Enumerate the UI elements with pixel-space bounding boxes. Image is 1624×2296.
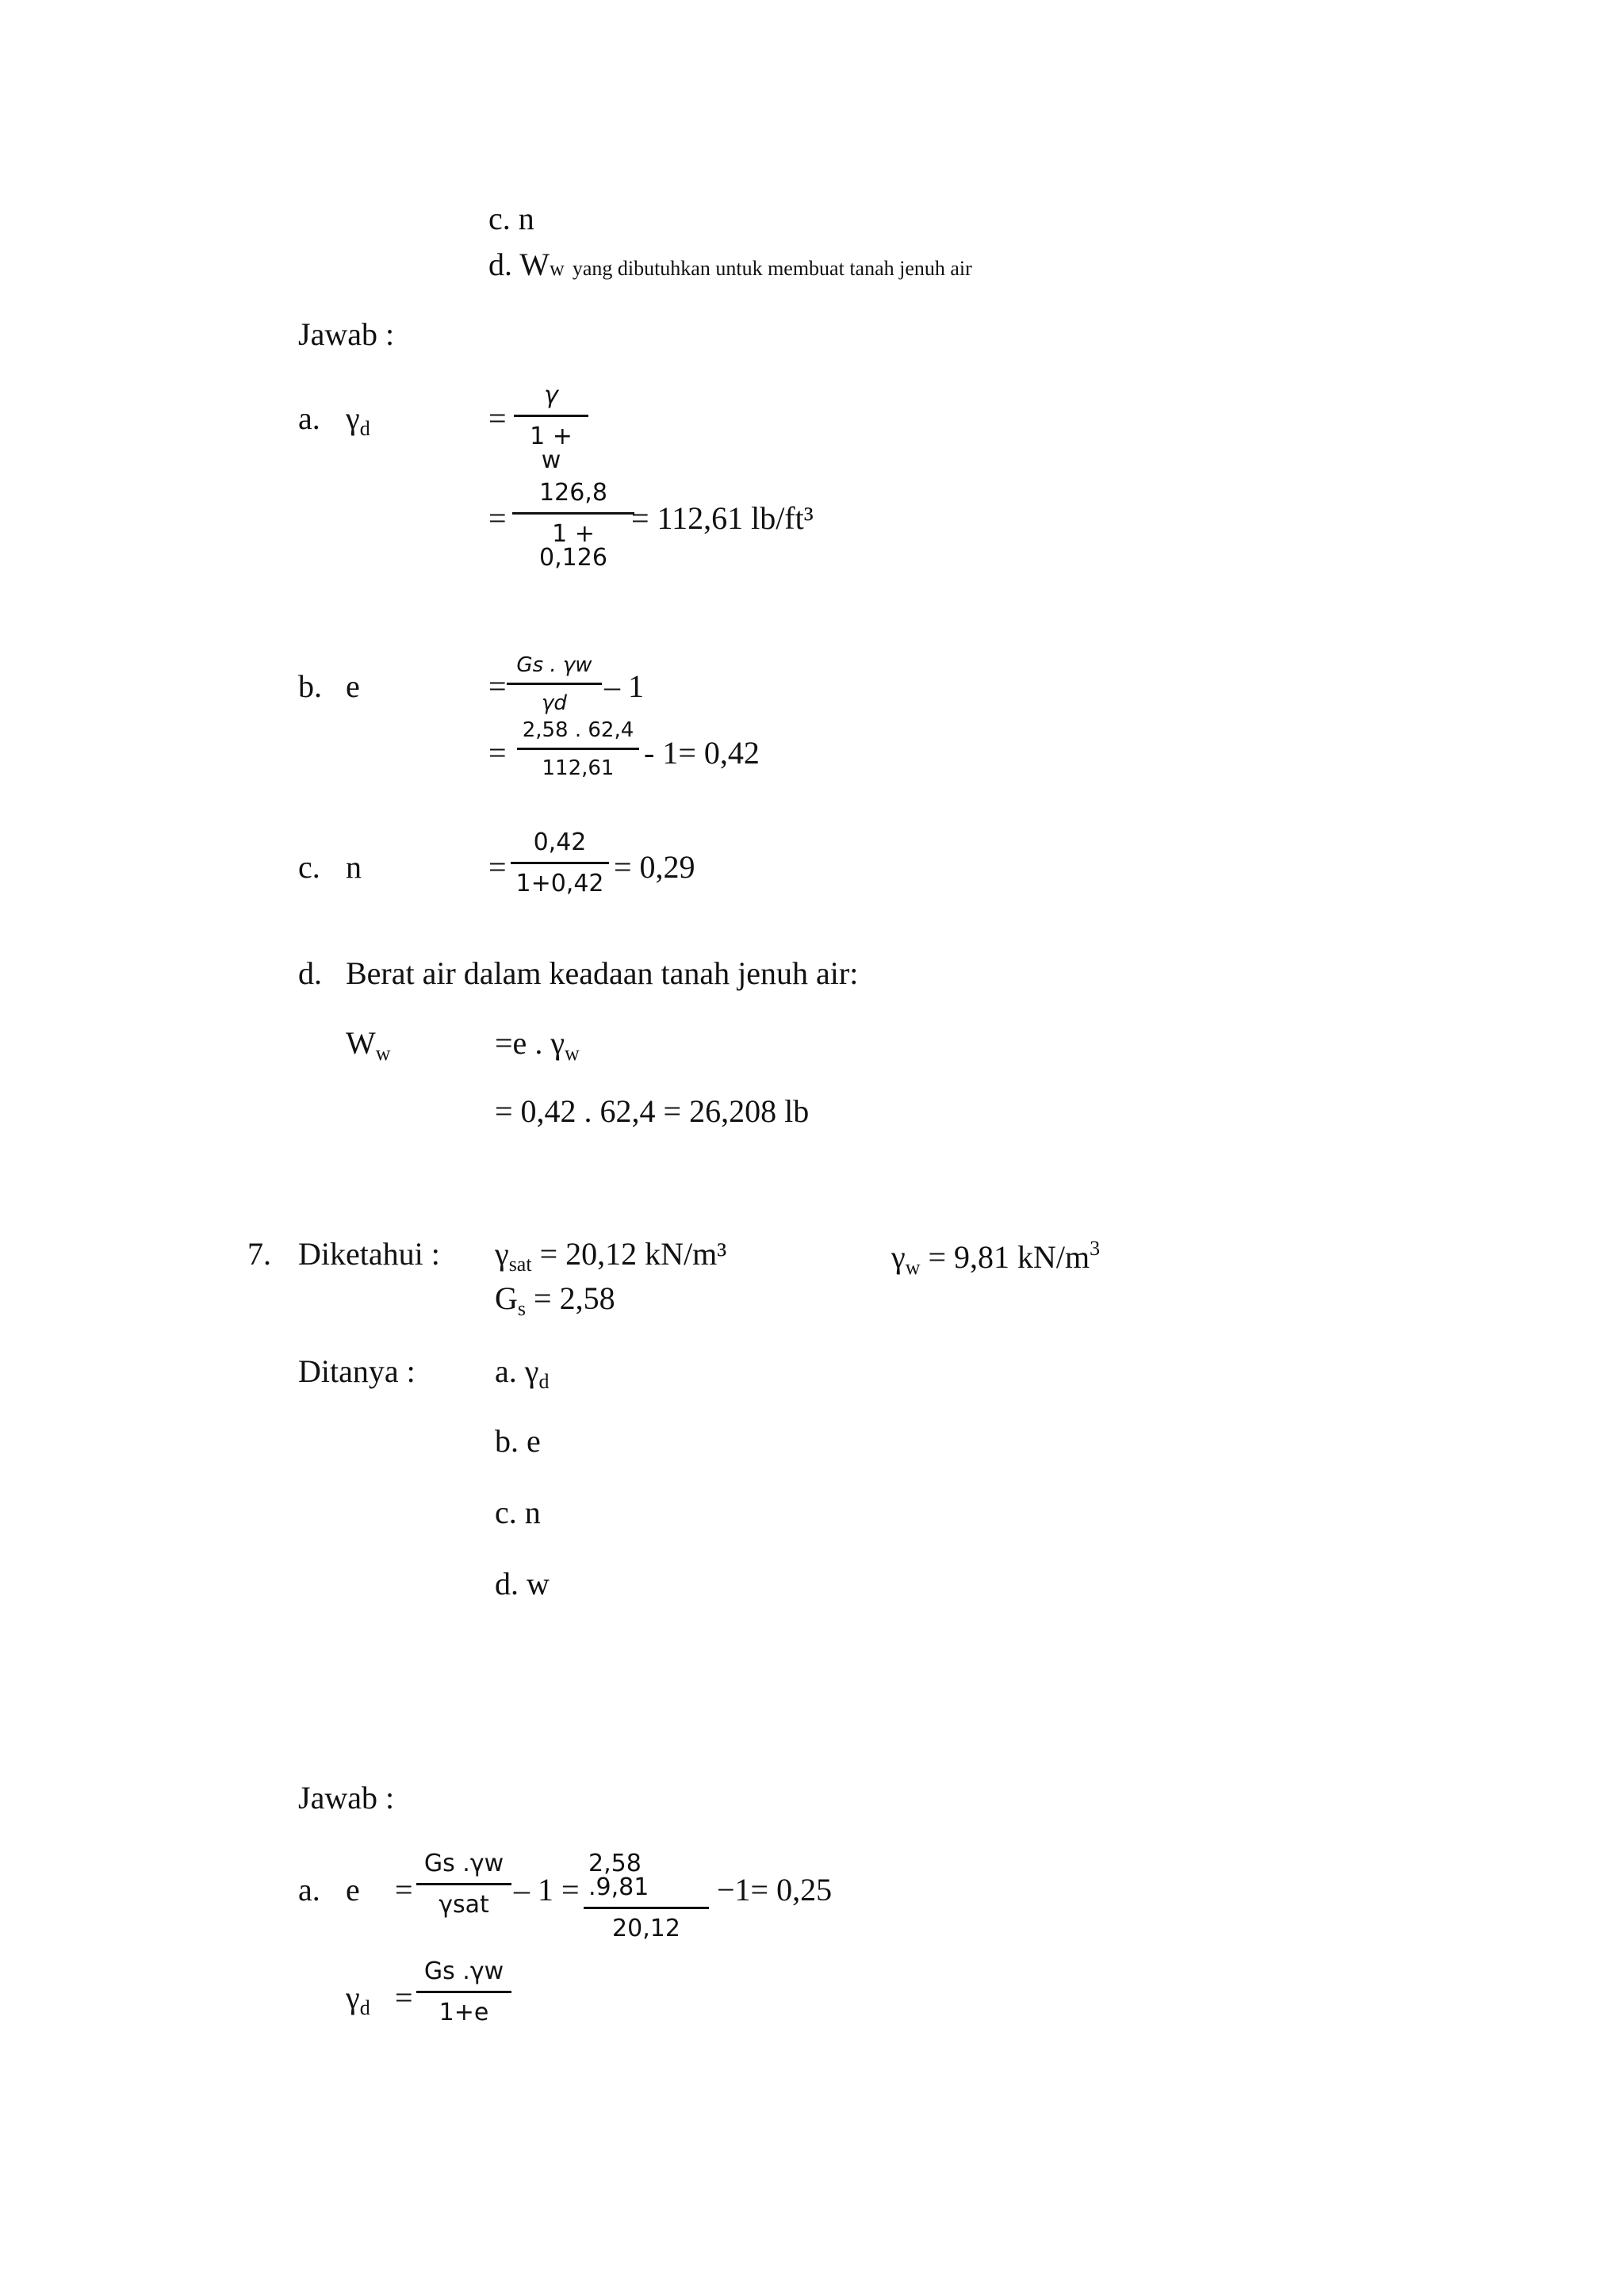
a1-fraction-1 (514, 381, 588, 474)
a1-symbol (346, 400, 370, 440)
c1-fraction (512, 828, 607, 897)
b1-symbol: e (346, 668, 360, 704)
p7-gamma-w-sym: γ (891, 1239, 906, 1275)
a1-symbol-sub: d (359, 417, 370, 440)
p7-asked-a-text: a. γ (495, 1353, 539, 1389)
p7-gs-sub: s (517, 1297, 527, 1320)
a2-fraction-1 (417, 1852, 511, 1917)
c1-f-den: 1+0,42 (511, 862, 609, 896)
d1-symbol-sub: w (375, 1042, 391, 1065)
p7-gs-val: = 2,58 (526, 1280, 615, 1316)
a2-f2-num: 2,58 .9,81 (588, 1850, 649, 1901)
p7-gamma-sat (495, 1238, 726, 1275)
p7-gamma-sat-sym: γ (495, 1236, 509, 1272)
p7-gamma-w-sup: 3 (1090, 1237, 1101, 1260)
c1-f-num: 0,42 (533, 828, 587, 856)
a1-f2-den: 1 + 0,126 (512, 512, 634, 570)
d1-label: d. (298, 955, 322, 991)
item-d-sub: w (550, 257, 565, 280)
b1-f1-den: γd (507, 683, 602, 714)
p7-asked-a-sub: d (538, 1370, 550, 1393)
b1-fraction-2 (519, 720, 638, 779)
p7-asked-label: Ditanya : (298, 1353, 416, 1389)
gd2-symbol-char: γ (346, 1980, 360, 2015)
a1-fraction-2 (514, 481, 633, 570)
a1-equals: = (488, 400, 507, 436)
b1-label: b. (298, 668, 322, 704)
p7-gs (495, 1280, 615, 1320)
a1-label: a. (298, 400, 320, 436)
item-c: c. n (488, 201, 534, 236)
p7-asked-c: c. n (495, 1494, 541, 1530)
gd2-f-den: 1+e (416, 1991, 511, 2025)
b1-tail: – 1 (604, 668, 644, 704)
item-d (488, 249, 972, 281)
gd2-fraction (417, 1957, 511, 2026)
b1-f2-num: 2,58 . 62,4 (522, 718, 634, 742)
a2-label: a. (298, 1872, 320, 1908)
p7-asked-d: d. w (495, 1566, 550, 1601)
d1-line1 (495, 1027, 580, 1064)
gd2-symbol (346, 1982, 370, 2019)
d1-line2: = 0,42 . 62,4 = 26,208 lb (495, 1093, 810, 1129)
a2-f1-num: Gs .γw (423, 1850, 504, 1877)
c1-result: = 0,29 (614, 849, 695, 885)
gd2-equals: = (395, 1980, 413, 2015)
a1-result: = 112,61 lb/ft³ (631, 500, 814, 536)
a2-equals: = (395, 1872, 413, 1908)
d1-text: Berat air dalam keadaan tanah jenuh air: (346, 955, 859, 991)
p7-known-label: Diketahui : (298, 1236, 440, 1272)
a2-f1-den: γsat (416, 1883, 511, 1917)
b1-f2-den: 112,61 (517, 748, 639, 779)
a2-mid: – 1 = (514, 1872, 580, 1908)
answer2-heading: Jawab : (298, 1780, 395, 1816)
p7-gamma-w-val: = 9,81 kN/m (920, 1239, 1090, 1275)
a2-fraction-2 (585, 1852, 707, 1941)
a2-result: −1= 0,25 (717, 1872, 833, 1908)
b1-f1-num: Gs . γw (516, 653, 592, 677)
c1-label: c. (298, 849, 320, 885)
gd2-symbol-sub: d (359, 1996, 370, 2019)
p7-gs-sym: G (495, 1280, 518, 1316)
a1-f2-num: 126,8 (539, 479, 607, 507)
item-d-text: yang dibutuhkan untuk membuat tanah jenuh air (572, 257, 972, 280)
a2-symbol: e (346, 1872, 360, 1908)
p7-gamma-sat-sub: sat (508, 1253, 532, 1276)
p7-gamma-w-sub: w (905, 1256, 921, 1279)
a1-f1-num: γ (544, 381, 558, 409)
a1-equals-2: = (488, 500, 507, 536)
p7-gamma-sat-val: = 20,12 kN/m³ (531, 1236, 727, 1272)
b1-equals: = (488, 668, 507, 704)
d1-symbol (346, 1027, 391, 1064)
answer1-heading: Jawab : (298, 316, 395, 352)
d1-symbol-char: W (346, 1025, 376, 1061)
a2-f2-den: 20,12 (584, 1907, 709, 1941)
a1-f1-den: 1 + w (514, 415, 588, 473)
c1-symbol: n (346, 849, 362, 885)
p7-number: 7. (247, 1236, 271, 1272)
p7-asked-b: b. e (495, 1423, 541, 1459)
p7-gamma-w (891, 1238, 1100, 1278)
gd2-f-num: Gs .γw (423, 1957, 504, 1985)
a1-symbol-char: γ (346, 400, 360, 436)
c1-equals: = (488, 849, 507, 885)
b1-fraction-1 (508, 655, 601, 714)
p7-asked-a (495, 1353, 550, 1393)
item-d-letter: d. W (488, 247, 550, 282)
b1-equals-2: = (488, 735, 507, 771)
d1-line1-text: =e . γ (495, 1025, 565, 1061)
b1-result: - 1= 0,42 (644, 735, 760, 771)
d1-line1-sub: w (565, 1042, 580, 1065)
